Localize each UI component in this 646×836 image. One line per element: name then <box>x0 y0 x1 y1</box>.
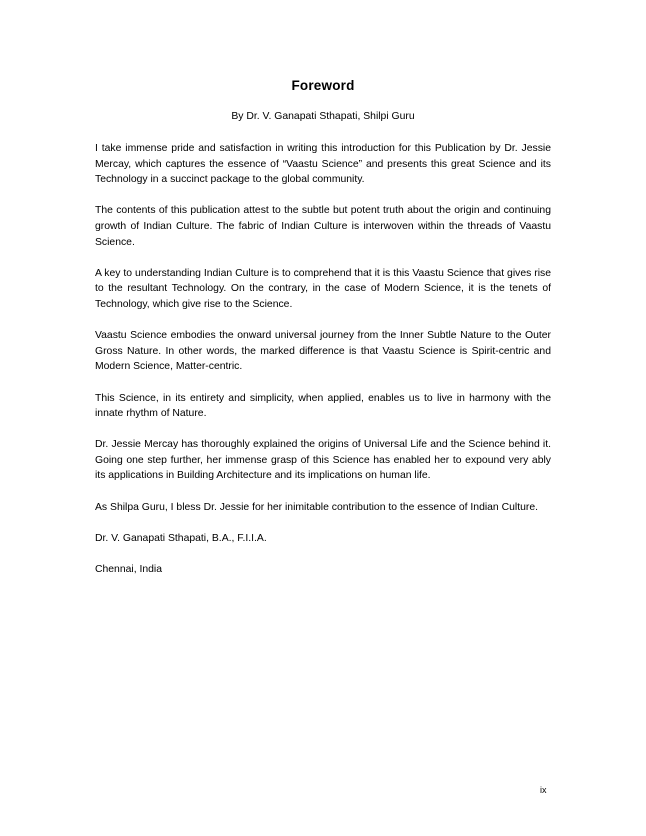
paragraph: A key to understanding Indian Culture is to comprehend that it is this Vaastu Science that gives rise to the resultant Technology. On the contrary, in the case of Modern Science, it is the tenets of Technology, which give rise to the Science. <box>95 267 551 310</box>
paragraph: Vaastu Science embodies the onward universal journey from the Inner Subtle Nature to the Outer Gross Nature. In other words, the marked difference is that Vaastu Science is Spirit-centric and Modern Science, Matter-centric. <box>95 330 551 373</box>
paragraph: As Shilpa Guru, I bless Dr. Jessie for her inimitable contribution to the essence of Indian Culture. <box>95 501 538 513</box>
paragraph: Dr. Jessie Mercay has thoroughly explained the origins of Universal Life and the Science behind it. Going one step further, her immense grasp of this Science has enabled her to expound very ably its applications in Building Architecture and its implications on human life. <box>95 439 551 482</box>
byline: By Dr. V. Ganapati Sthapati, Shilpi Guru <box>231 111 415 122</box>
paragraph: The contents of this publication attest to the subtle but potent truth about the origin and continuing growth of Indian Culture. The fabric of Indian Culture is interwoven within the threads of Vaastu Science. <box>95 205 551 248</box>
paragraph: I take immense pride and satisfaction in writing this introduction for this Publication by Dr. Jessie Mercay, which captures the essence of “Vaastu Science” and presents this great Science and its Technology in a succinct package to the global community. <box>95 143 551 186</box>
signature-location: Chennai, India <box>95 564 163 576</box>
page-title: Foreword <box>291 78 355 93</box>
body-text <box>95 141 551 593</box>
page-number: ix <box>540 785 547 795</box>
signature-name: Dr. V. Ganapati Sthapati, B.A., F.I.I.A. <box>95 532 267 544</box>
paragraph: This Science, in its entirety and simplicity, when applied, enables us to live in harmony with the innate rhythm of Nature. <box>95 392 551 420</box>
